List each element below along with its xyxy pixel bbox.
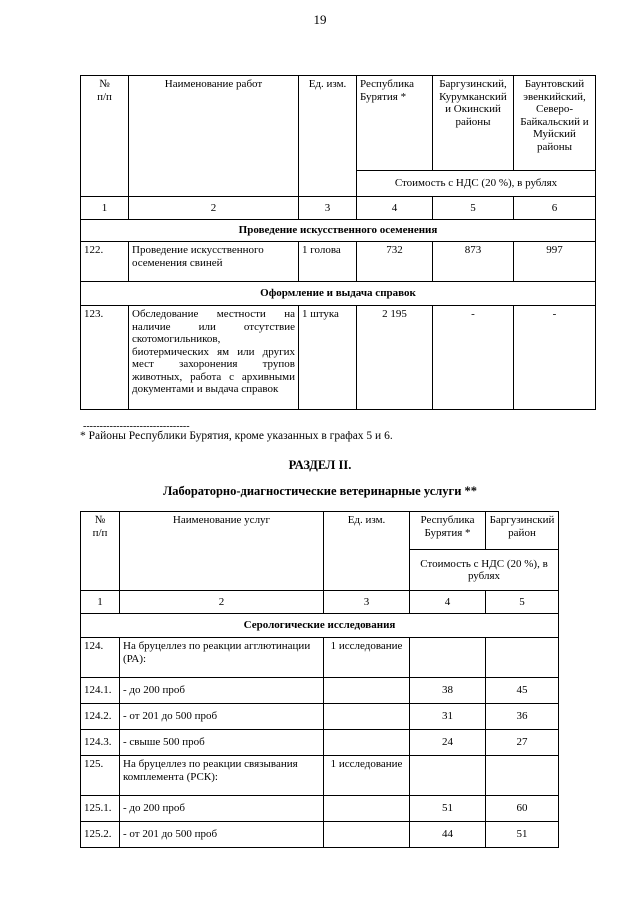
row-value-barguzin: 36 [486,704,559,730]
header-republic: Республика Бурятия * [357,76,433,171]
row-value-barguzin: 45 [486,678,559,704]
row-name: На бруцеллез по реакции агглютинации (РА): [120,638,324,678]
table-row [81,678,559,704]
row-name: - свыше 500 проб [120,730,324,756]
row-value-barguzin: 51 [486,822,559,848]
row-value-barguzin: 873 [433,242,514,282]
services-table-2 [80,511,559,848]
table-row [81,730,559,756]
row-num: 122. [81,242,129,282]
row-unit: 1 штука [299,306,357,410]
col-number: 3 [299,197,357,220]
col-number: 5 [486,591,559,614]
row-unit [324,704,410,730]
column-numbers-row [81,591,559,614]
table-row [81,306,596,410]
header-barguzin: Баргузинский, Курумканский и Окинский районы [433,76,514,171]
header-cost: Стоимость с НДС (20 %), в рублях [357,171,596,197]
header-bauntovsky: Баунтовский эвенкийский, Северо-Байкальский и Муйский районы [514,76,596,171]
footnote-separator: -------------------------------- [83,421,190,432]
row-value-republic: 24 [410,730,486,756]
row-unit: 1 голова [299,242,357,282]
row-num: 124.3. [81,730,120,756]
row-unit [324,822,410,848]
row-num: 123. [81,306,129,410]
row-num: 124. [81,638,120,678]
page-number: 19 [313,12,327,27]
table-row [81,822,559,848]
row-num: 124.2. [81,704,120,730]
col-number: 3 [324,591,410,614]
col-number: 2 [129,197,299,220]
table-row [81,704,559,730]
col-number: 4 [357,197,433,220]
row-value-barguzin [486,638,559,678]
table-row [81,756,559,796]
row-name: - от 201 до 500 проб [120,822,324,848]
row-value-barguzin: - [433,306,514,410]
row-num: 125.2. [81,822,120,848]
header-name: Наименование работ [129,76,299,197]
row-name: Обследование местности на наличие или отсутствие скотомогильников, биотермических ям или других мест захоронения трупов животных, работа с архивными документами и выдача справок [129,306,299,410]
col-number: 5 [433,197,514,220]
header-unit: Ед. изм. [299,76,357,197]
col-number: 6 [514,197,596,220]
row-value-republic: 51 [410,796,486,822]
row-unit [324,796,410,822]
row-name: - от 201 до 500 проб [120,704,324,730]
col-number: 2 [120,591,324,614]
row-unit: 1 исследование [324,756,410,796]
table-row [81,638,559,678]
header-unit: Ед. изм. [324,512,410,591]
row-value-republic: 732 [357,242,433,282]
col-number: 4 [410,591,486,614]
row-value-republic: 31 [410,704,486,730]
row-value-republic [410,756,486,796]
section-title: Оформление и выдача справок [81,282,596,306]
row-num: 125. [81,756,120,796]
header-num: № п/п [81,76,129,197]
header-barguzin: Баргузинский район [486,512,559,550]
header-name: Наименование услуг [120,512,324,591]
row-value-republic: 44 [410,822,486,848]
col-number: 1 [81,591,120,614]
header-num: № п/п [81,512,120,591]
row-name: На бруцеллез по реакции связывания комплемента (РСК): [120,756,324,796]
section-subheading: Лабораторно-диагностические ветеринарные услуги ** [162,484,478,498]
row-value-barguzin: 27 [486,730,559,756]
row-name: Проведение искусственного осеменения свиней [129,242,299,282]
row-value-barguzin [486,756,559,796]
row-value-republic [410,638,486,678]
header-cost: Стоимость с НДС (20 %), в рублях [410,550,559,591]
row-num: 124.1. [81,678,120,704]
row-name: - до 200 проб [120,678,324,704]
services-table-1 [80,75,596,410]
col-number: 1 [81,197,129,220]
row-value-republic: 2 195 [357,306,433,410]
row-value-bauntovsky: 997 [514,242,596,282]
section-heading: РАЗДЕЛ II. [288,458,352,472]
row-num: 125.1. [81,796,120,822]
header-republic: Республика Бурятия * [410,512,486,550]
row-unit [324,730,410,756]
footnote: * Районы Республики Бурятия, кроме указанных в графах 5 и 6. [80,430,393,442]
section-title: Проведение искусственного осеменения [81,220,596,242]
table-row [81,796,559,822]
row-value-bauntovsky: - [514,306,596,410]
table-row [81,242,596,282]
row-name: - до 200 проб [120,796,324,822]
row-unit [324,678,410,704]
row-value-barguzin: 60 [486,796,559,822]
column-numbers-row [81,197,596,220]
section-title: Серологические исследования [81,614,559,638]
row-unit: 1 исследование [324,638,410,678]
row-value-republic: 38 [410,678,486,704]
